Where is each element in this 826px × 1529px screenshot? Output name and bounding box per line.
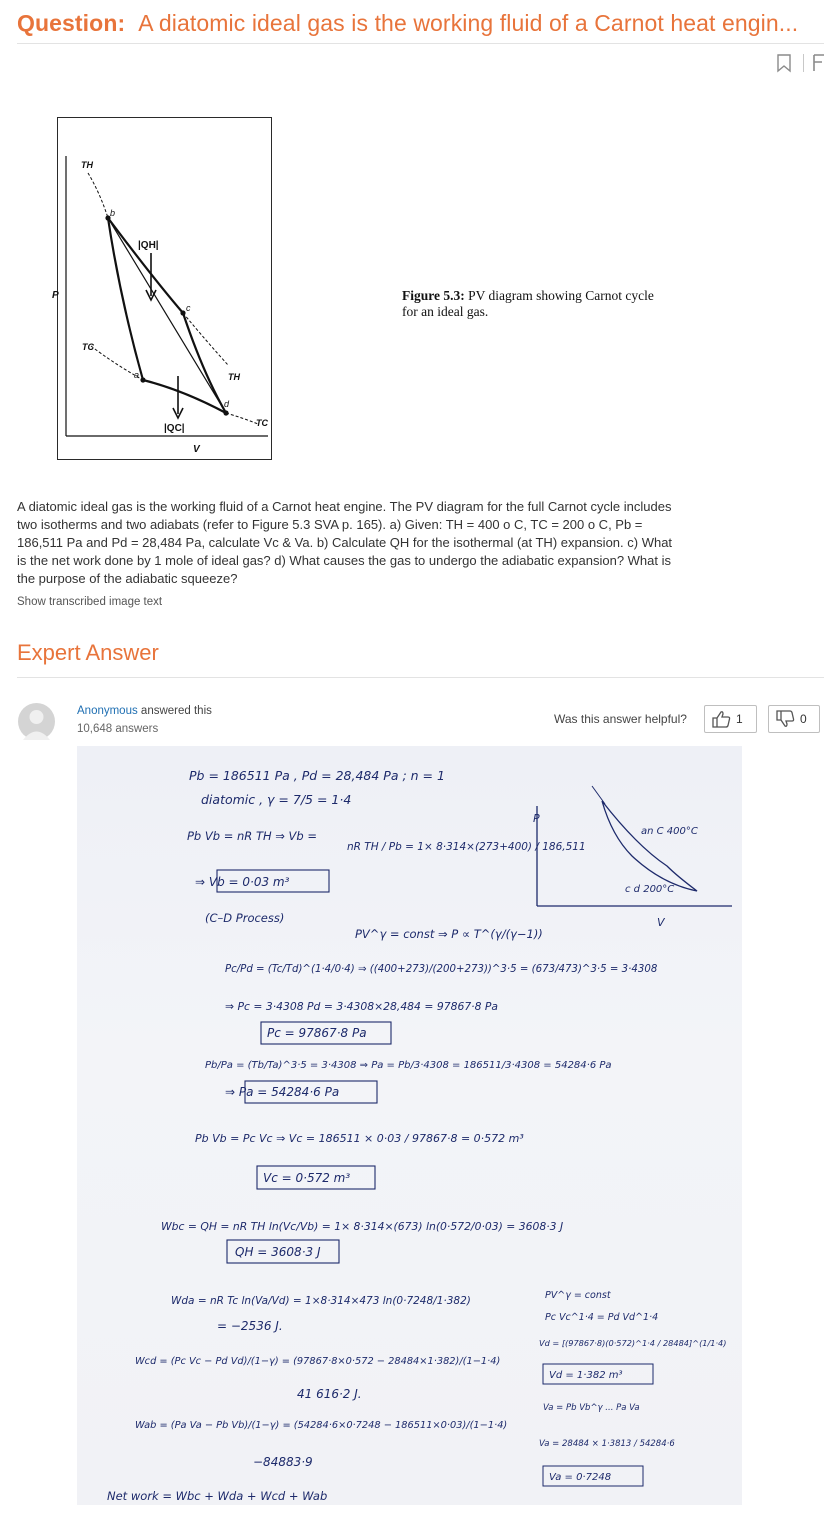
thumbs-up-icon <box>711 710 731 728</box>
bookmark-icon[interactable] <box>775 53 793 73</box>
helpful-prompt: Was this answer helpful? <box>554 712 687 726</box>
tc-label-right: TC <box>256 418 268 428</box>
figure-caption <box>402 288 672 320</box>
sketch-label-2: c d 200°C <box>625 884 675 895</box>
point-c: c <box>186 303 191 313</box>
question-label: Question: <box>17 10 126 36</box>
hw-line-04: ⇒ Vb = 0·03 m³ <box>195 875 290 889</box>
hw-line-21: −84883·9 <box>253 1455 313 1469</box>
answered-by <box>77 705 212 717</box>
thumbs-down-icon <box>775 710 795 728</box>
hw-right-04: Vd = 1·382 m³ <box>549 1370 623 1381</box>
question-title-text: A diatomic ideal gas is the working fluid of a Carnot heat engin... <box>138 10 799 36</box>
hw-right-02: Pc Vc^1·4 = Pd Vd^1·4 <box>545 1312 659 1323</box>
sketch-axis-v: V <box>657 916 665 929</box>
carnot-pv-figure <box>52 117 272 460</box>
th-label-right: TH <box>228 372 240 382</box>
question-body: A diatomic ideal gas is the working fluid of a Carnot heat engine. The PV diagram for the full Carnot cycle includes two isotherms and two adiabats (refer to Figure 5.3 SVA p. 165). a) Given: TH = 400 o C, TC = 200 o C, Pb = 186,511 Pa and Pd = 28,484 Pa, calculate Vc & Va. b) Calculate QH for the isothermal (at TH) expansion. c) What is the net work done by 1 mole of ideal gas? d) What causes the gas to undergo the adiabatic expansion? What is the purpose of the adiabatic squeeze? <box>17 499 673 586</box>
hw-line-16: Wda = nR Tc ln(Va/Vd) = 1×8·314×473 ln(0·7248/1·382) <box>171 1295 471 1307</box>
flag-icon[interactable] <box>812 53 822 73</box>
avatar <box>18 703 55 740</box>
question-header <box>17 8 824 44</box>
answers-count: 10,648 answers <box>77 723 159 735</box>
hw-line-05: (C–D Process) <box>205 911 285 925</box>
hw-line-19: 41 616·2 J. <box>297 1387 362 1401</box>
hw-line-14: Wbc = QH = nR TH ln(Vc/Vb) = 1× 8·314×(673) ln(0·572/0·03) = 3608·3 J <box>161 1220 564 1233</box>
th-label: TH <box>81 160 93 170</box>
hw-line-09: Pc = 97867·8 Pa <box>267 1026 367 1040</box>
axis-v-label: V <box>193 444 200 455</box>
hw-line-13: Vc = 0·572 m³ <box>263 1171 351 1185</box>
sketch-label-1: an C 400°C <box>641 826 698 837</box>
hw-line-10: Pb/Pa = (Tb/Ta)^3·5 = 3·4308 ⇒ Pa = Pb/3·4308 = 186511/3·4308 = 54284·6 Pa <box>205 1060 612 1071</box>
hw-line-11: ⇒ Pa = 54284·6 Pa <box>225 1085 340 1099</box>
hw-line-01: Pb = 186511 Pa , Pd = 28,484 Pa ; n = 1 <box>189 768 445 783</box>
axis-p-label: P <box>52 290 59 301</box>
tc-label-left: TC <box>82 342 94 352</box>
hw-line-12: Pb Vb = Pc Vc ⇒ Vc = 186511 × 0·03 / 97867·8 = 0·572 m³ <box>195 1132 524 1145</box>
show-transcribed-link[interactable]: Show transcribed image text <box>17 596 163 608</box>
hw-line-07: Pc/Pd = (Tc/Td)^(1·4/0·4) ⇒ ((400+273)/(200+273))^3·5 = (673/473)^3·5 = 3·4308 <box>225 964 658 975</box>
hw-line-03: Pb Vb = nR TH ⇒ Vb = <box>187 829 318 843</box>
hw-right-07: Va = 0·7248 <box>549 1472 612 1483</box>
caption-text: PV diagram showing Carnot cycle for an ideal gas. <box>402 288 654 319</box>
action-separator <box>803 54 804 72</box>
answer-author[interactable]: Anonymous <box>77 705 138 717</box>
hw-line-22: Net work = Wbc + Wda + Wcd + Wab <box>107 1489 328 1503</box>
downvote-count: 0 <box>800 712 807 726</box>
upvote-button[interactable] <box>704 705 757 733</box>
section-divider <box>17 677 824 678</box>
qc-label: |QC| <box>164 423 185 434</box>
hw-line-17: = −2536 J. <box>217 1319 283 1333</box>
hw-line-15: QH = 3608·3 J <box>235 1245 321 1259</box>
hw-line-08: ⇒ Pc = 3·4308 Pd = 3·4308×28,484 = 97867·8 Pa <box>225 1000 499 1013</box>
point-d: d <box>224 399 230 409</box>
hw-line-06: PV^γ = const ⇒ P ∝ T^(γ/(γ−1)) <box>355 927 543 941</box>
question-actions <box>775 52 822 74</box>
hw-line-03b: nR TH / Pb = 1× 8·314×(273+400) / 186,511 <box>347 841 586 853</box>
point-b: b <box>110 208 116 218</box>
downvote-button[interactable] <box>768 705 820 733</box>
upvote-count: 1 <box>736 712 743 726</box>
qh-label: |QH| <box>138 240 159 251</box>
hw-line-18: Wcd = (Pc Vc − Pd Vd)/(1−γ) = (97867·8×0·572 − 28484×1·382)/(1−1·4) <box>135 1356 501 1367</box>
hw-right-03: Vd = [(97867·8)(0·572)^1·4 / 28484]^(1/1·4) <box>539 1338 727 1348</box>
answered-suffix: answered this <box>137 705 212 717</box>
sketch-axis-p: P <box>533 812 540 825</box>
expert-answer-heading: Expert Answer <box>17 640 159 665</box>
hw-line-02: diatomic , γ = 7/5 = 1·4 <box>201 792 352 807</box>
hw-line-20: Wab = (Pa Va − Pb Vb)/(1−γ) = (54284·6×0·7248 − 186511×0·03)/(1−1·4) <box>135 1420 508 1431</box>
question-title <box>17 10 798 36</box>
caption-bold: Figure 5.3: <box>402 288 465 303</box>
point-a: a <box>134 370 140 380</box>
hw-right-01: PV^γ = const <box>545 1290 611 1301</box>
hw-right-05: Va = Pb Vb^γ ... Pa Va <box>543 1403 640 1413</box>
handwritten-answer-image <box>77 746 742 1505</box>
hw-right-06: Va = 28484 × 1·3813 / 54284·6 <box>539 1439 675 1449</box>
